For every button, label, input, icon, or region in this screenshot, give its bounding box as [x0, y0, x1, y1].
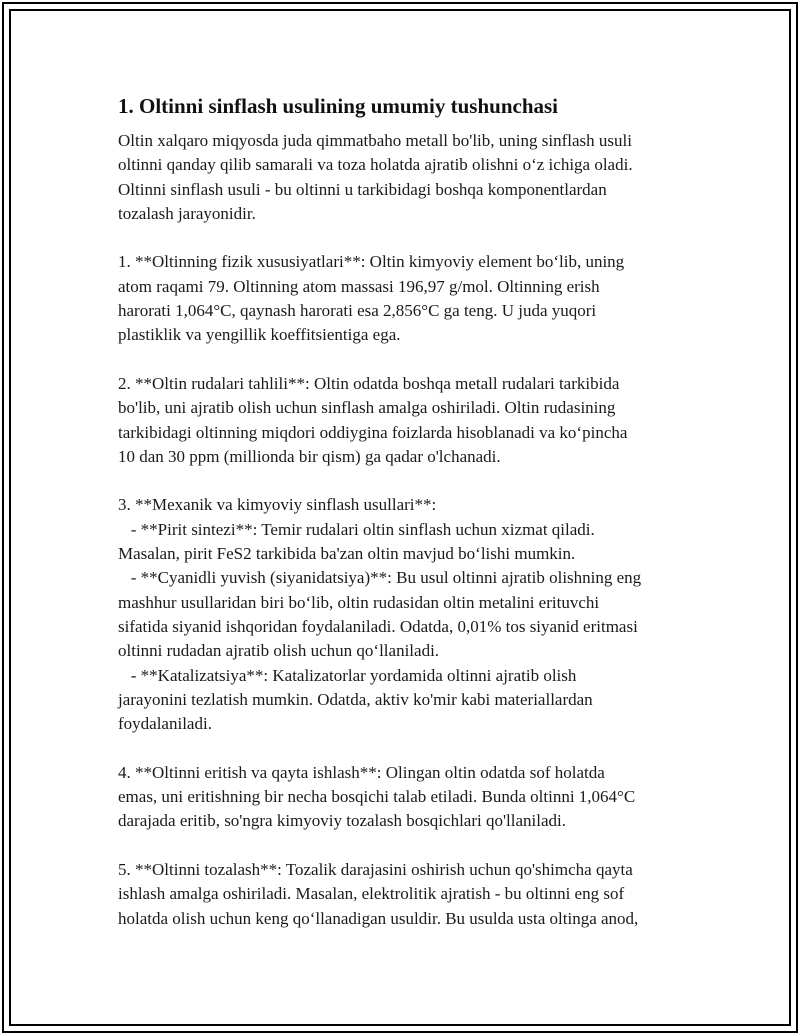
text-line: harorati 1,064°C, qaynash harorati esa 2,856°C ga teng. U juda yuqori	[118, 301, 597, 321]
text-line: darajada eritib, so'ngra kimyoviy tozalash bosqichlari qo'llaniladi.	[118, 811, 567, 831]
paragraph-methods	[118, 493, 698, 736]
text-line: 3. **Mexanik va kimyoviy sinflash usullari**:	[118, 495, 437, 515]
paragraph-spacer	[118, 348, 698, 372]
text-line: 4. **Oltinni eritish va qayta ishlash**: Olingan oltin odatda sof holatda	[118, 762, 605, 782]
text-line: tarkibidagi oltinning miqdori oddiygina foizlarda hisoblanadi va ko‘pincha	[118, 422, 628, 442]
paragraph-spacer	[118, 736, 698, 760]
text-line: - **Cyanidli yuvish (siyanidatsiya)**: Bu usul oltinni ajratib olishning eng	[118, 568, 642, 588]
text-line: holatda olish uchun keng qo‘llanadigan usuldir. Bu usulda usta oltinga anod,	[118, 908, 639, 928]
text-line: foydalaniladi.	[118, 714, 212, 734]
paragraph-spacer	[118, 834, 698, 858]
paragraph-ore-analysis	[118, 372, 698, 469]
text-line: - **Pirit sintezi**: Temir rudalari oltin sinflash uchun xizmat qiladi.	[118, 519, 595, 539]
text-line: bo'lib, uni ajratib olish uchun sinflash amalga oshiriladi. Oltin rudasining	[118, 398, 616, 418]
text-line: oltinni qanday qilib samarali va toza holatda ajratib olishni o‘z ichiga oladi.	[118, 155, 633, 175]
paragraph-spacer	[118, 226, 698, 250]
text-line: jarayonini tezlatish mumkin. Odatda, aktiv ko'mir kabi materiallardan	[118, 689, 593, 709]
text-line: 1. **Oltinning fizik xususiyatlari**: Oltin kimyoviy element bo‘lib, uning	[118, 252, 625, 272]
document-body	[118, 92, 698, 931]
paragraph-melting	[118, 761, 698, 834]
text-line: sifatida siyanid ishqoridan foydalaniladi. Odatda, 0,01% tos siyanid eritmasi	[118, 616, 638, 636]
text-line: - **Katalizatsiya**: Katalizatorlar yordamida oltinni ajratib olish	[118, 665, 577, 685]
paragraph-refining	[118, 858, 698, 931]
text-line: mashhur usullaridan biri bo‘lib, oltin rudasidan oltin metalini erituvchi	[118, 592, 600, 612]
text-line: oltinni rudadan ajratib olish uchun qo‘llaniladi.	[118, 641, 440, 661]
text-line: plastiklik va yengillik koeffitsientiga ega.	[118, 325, 401, 345]
document-title: 1. Oltinni sinflash usulining umumiy tushunchasi	[118, 94, 559, 118]
text-line: Oltinni sinflash usuli - bu oltinni u tarkibidagi boshqa komponentlardan	[118, 179, 607, 199]
text-line: ishlash amalga oshiriladi. Masalan, elektrolitik ajratish - bu oltinni eng sof	[118, 884, 625, 904]
text-line: 2. **Oltin rudalari tahlili**: Oltin odatda boshqa metall rudalari tarkibida	[118, 373, 620, 393]
paragraph-physical-properties	[118, 250, 698, 347]
paragraph-intro	[118, 129, 698, 226]
text-line: Oltin xalqaro miqyosda juda qimmatbaho metall bo'lib, uning sinflash usuli	[118, 131, 632, 150]
text-line: emas, uni eritishning bir necha bosqichi talab etiladi. Bunda oltinni 1,064°C	[118, 787, 636, 807]
text-line: 10 dan 30 ppm (millionda bir qism) ga qadar o'lchanadi.	[118, 446, 501, 466]
text-line: 5. **Oltinni tozalash**: Tozalik darajasini oshirish uchun qo'shimcha qayta	[118, 859, 633, 879]
text-line: atom raqami 79. Oltinning atom massasi 196,97 g/mol. Oltinning erish	[118, 276, 600, 296]
text-line: Masalan, pirit FeS2 tarkibida ba'zan oltin mavjud bo‘lishi mumkin.	[118, 544, 576, 564]
paragraph-spacer	[118, 469, 698, 493]
text-line: tozalash jarayonidir.	[118, 203, 256, 223]
